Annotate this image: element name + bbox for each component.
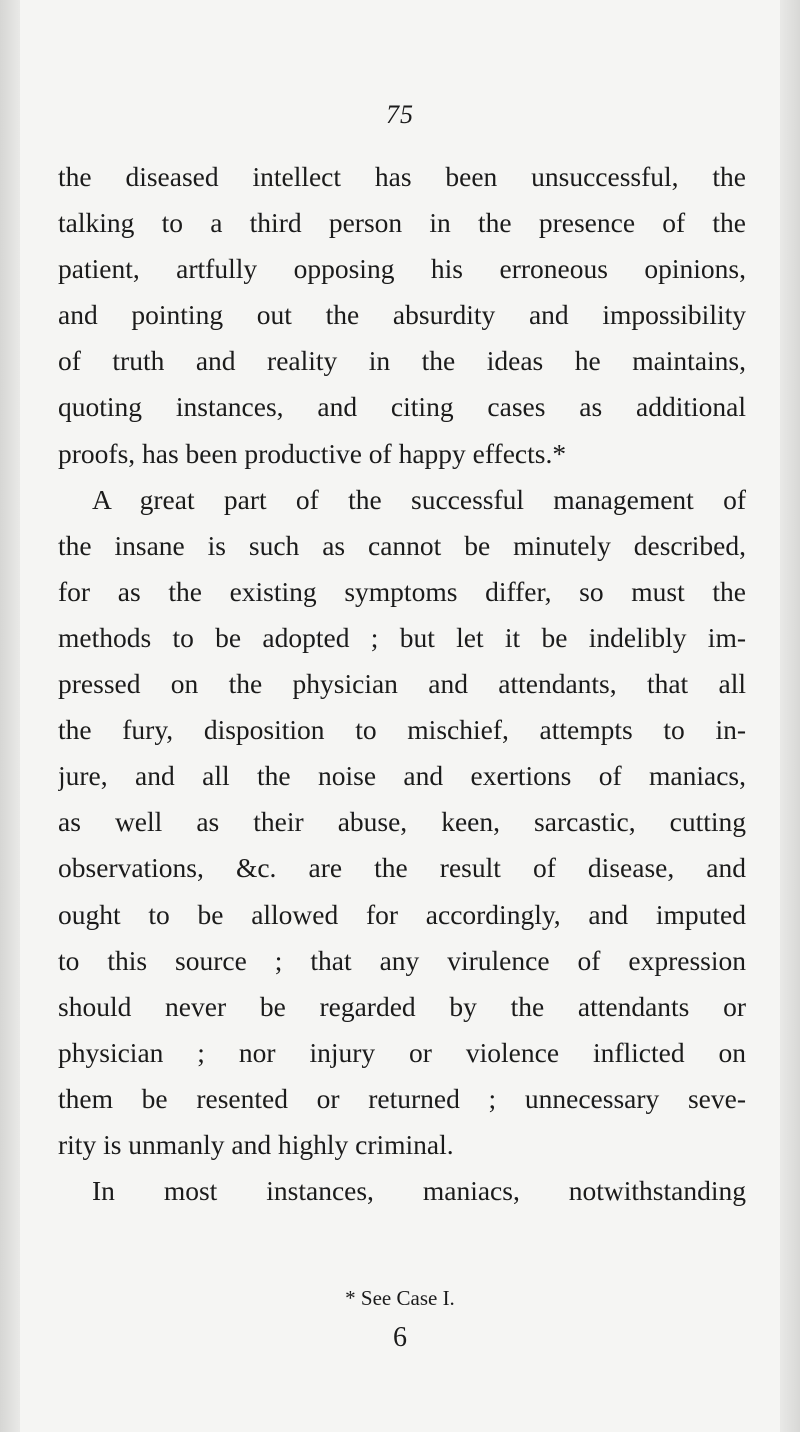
text-line: the diseased intellect has been unsuccessful, the xyxy=(58,161,746,192)
text-line: rity is unmanly and highly criminal. xyxy=(58,1128,454,1160)
text-line: proofs, has been productive of happy effects.* xyxy=(58,437,567,469)
text-line: In most instances, maniacs, notwithstanding xyxy=(92,1175,746,1207)
text-line: talking to a third person in the presence of the xyxy=(58,207,746,239)
text-line: of truth and reality in the ideas he maintains, xyxy=(58,345,746,377)
page-left-shadow xyxy=(0,0,20,1432)
text-line: the fury, disposition to mischief, attempts to in- xyxy=(58,714,746,746)
text-line: the insane is such as cannot be minutely described, xyxy=(58,529,746,561)
signature-mark: 6 xyxy=(393,1322,407,1353)
text-line: methods to be adopted ; but let it be indelibly im- xyxy=(58,621,746,653)
text-line: to this source ; that any virulence of expression xyxy=(58,944,746,976)
footnote: * See Case I. xyxy=(345,1286,455,1310)
text-line: should never be regarded by the attendants or xyxy=(58,990,746,1022)
text-line: jure, and all the noise and exertions of maniacs, xyxy=(58,760,746,792)
text-line: observations, &c. are the result of disease, and xyxy=(58,852,746,884)
text-line: them be resented or returned ; unnecessary seve- xyxy=(58,1082,746,1114)
text-line: physician ; nor injury or violence inflicted on xyxy=(58,1036,746,1068)
page-right-edge xyxy=(780,0,800,1432)
text-line: A great part of the successful management of xyxy=(92,483,746,515)
text-line: for as the existing symptoms differ, so must the xyxy=(58,575,746,607)
body-text xyxy=(58,154,746,1214)
text-line: ought to be allowed for accordingly, and imputed xyxy=(58,898,746,930)
text-line: quoting instances, and citing cases as additional xyxy=(58,391,746,423)
text-line: pressed on the physician and attendants, that all xyxy=(58,668,746,700)
text-line: patient, artfully opposing his erroneous opinions, xyxy=(58,253,746,285)
text-line: as well as their abuse, keen, sarcastic, cutting xyxy=(58,806,746,838)
page-number: 75 xyxy=(386,100,414,129)
text-line: and pointing out the absurdity and impossibility xyxy=(58,299,746,331)
